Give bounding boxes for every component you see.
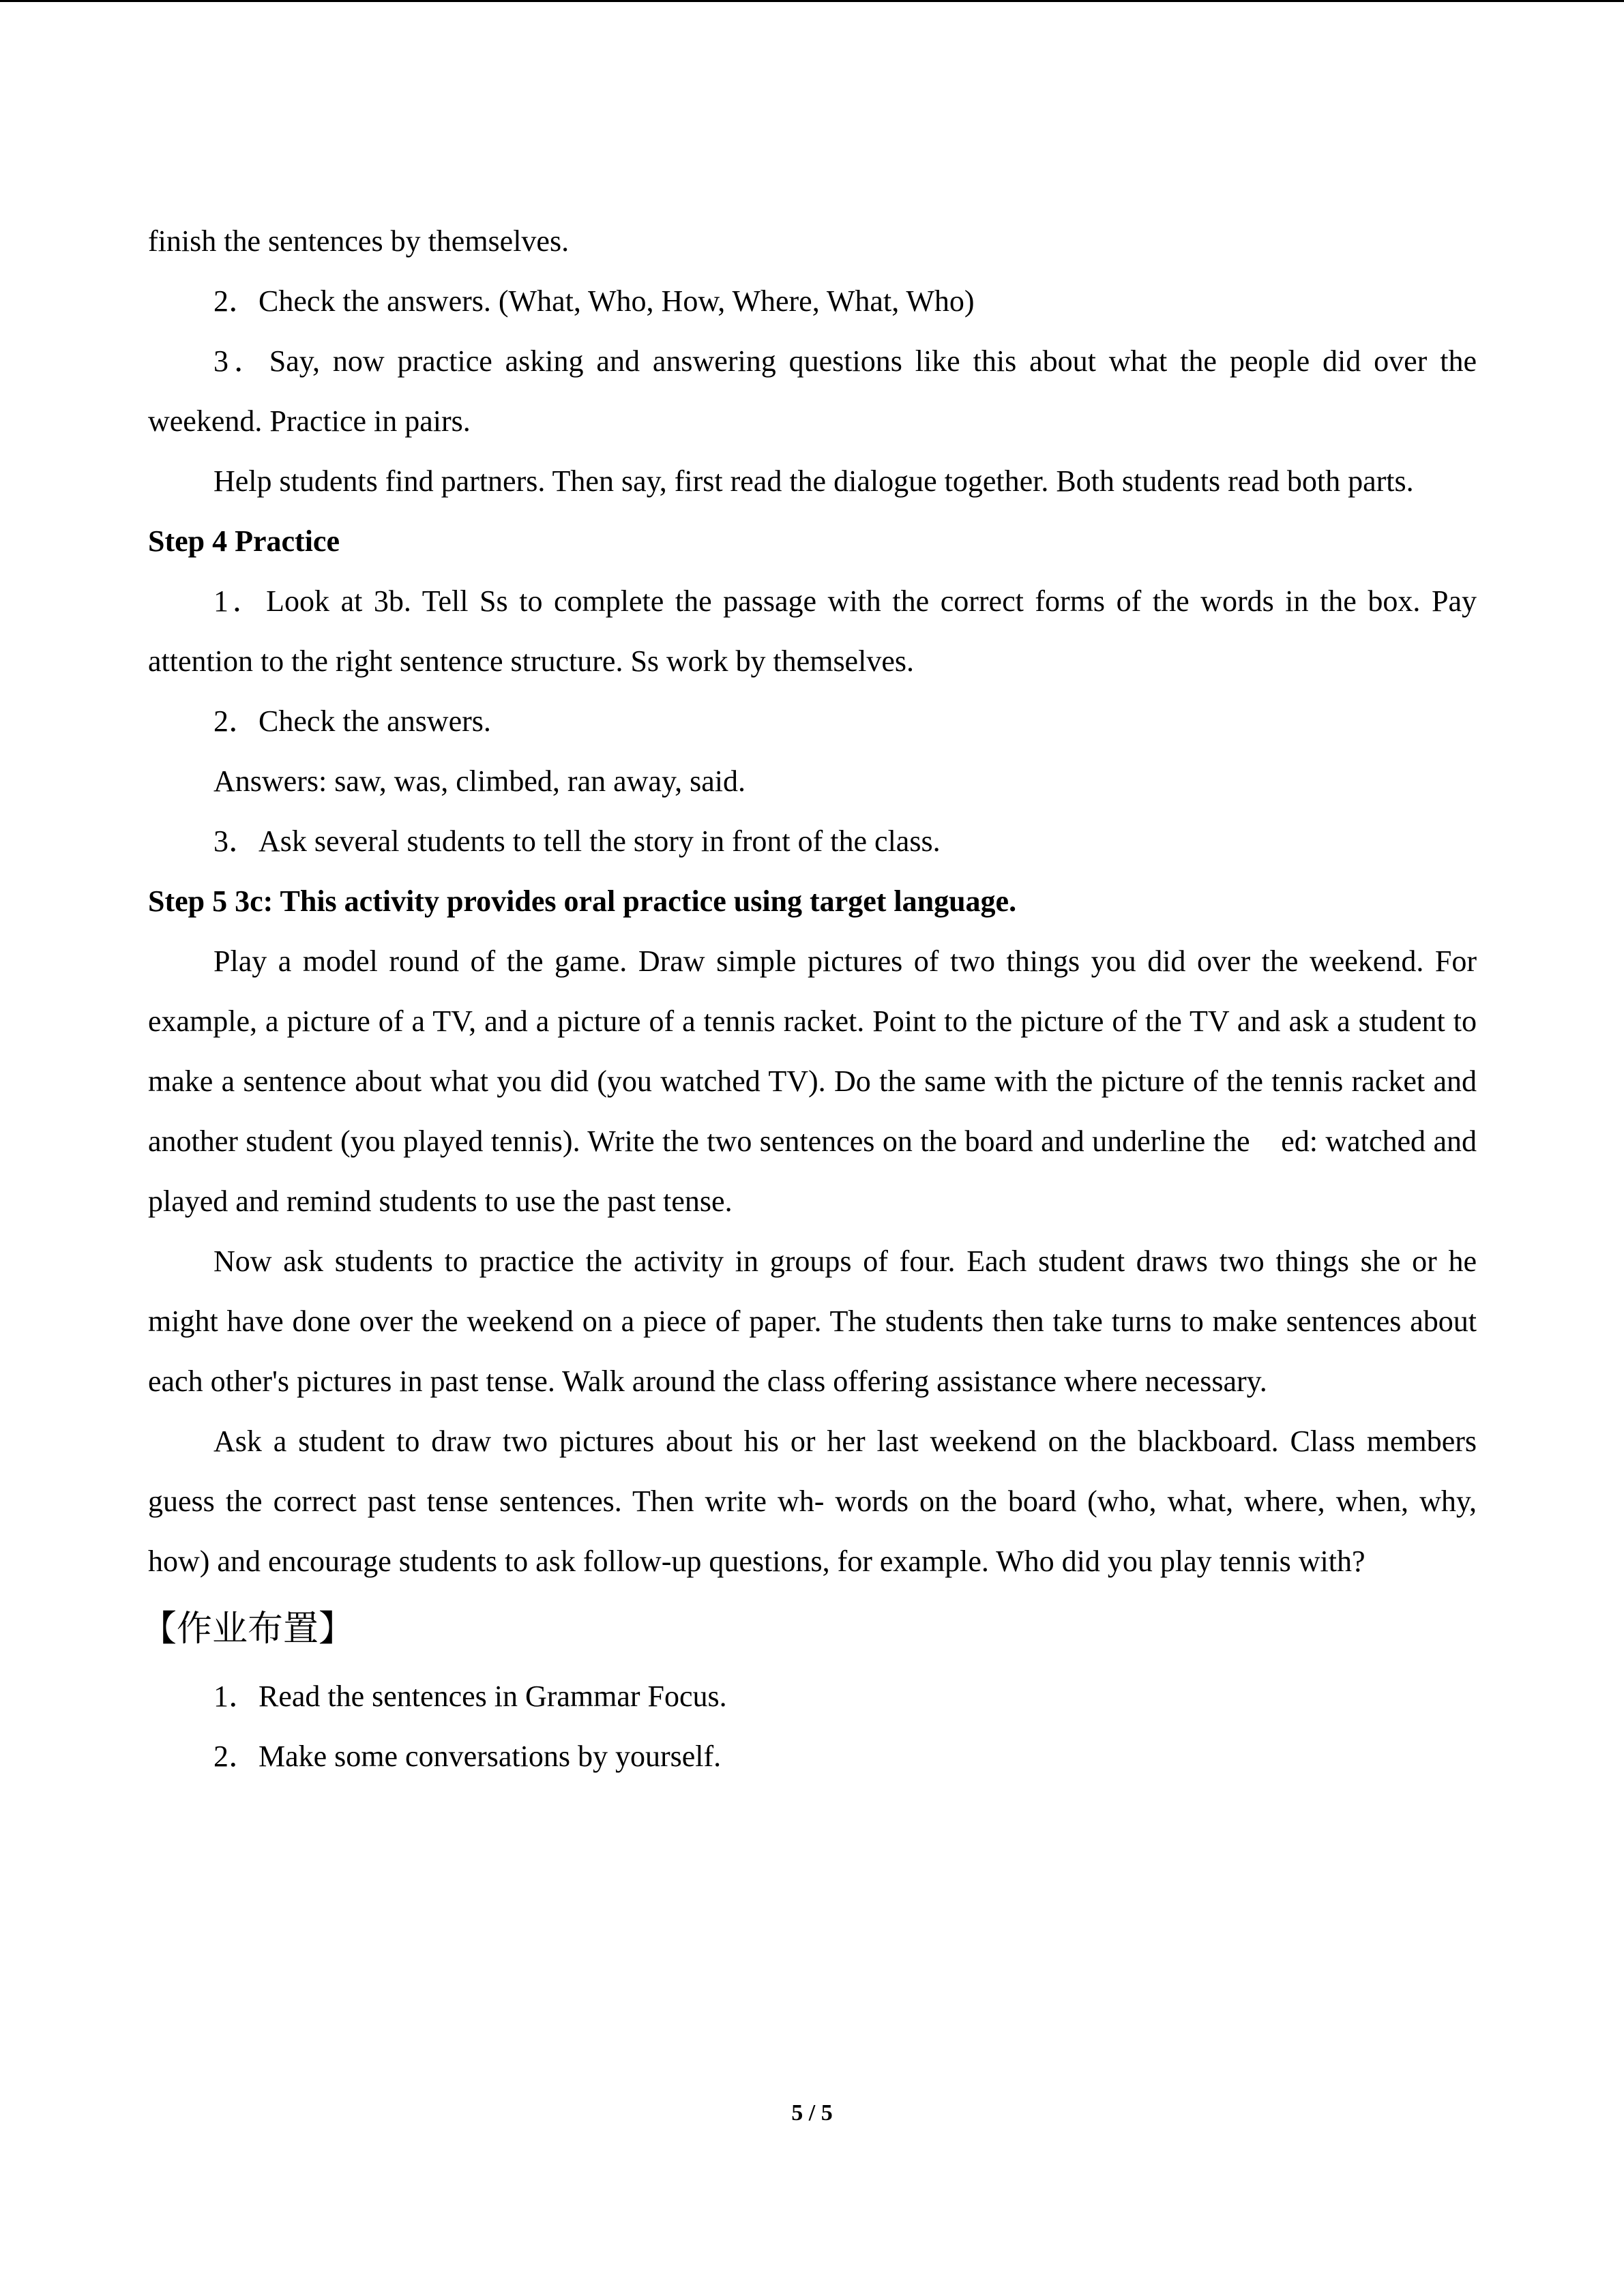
paragraph-continuation: finish the sentences by themselves.: [148, 224, 570, 258]
step3-item-3: 3．Say, now practice asking and answering questions like this about what the people did over the weekend. Practice in pairs.: [148, 344, 1477, 438]
homework-item-1: 1．Read the sentences in Grammar Focus.: [213, 1680, 727, 1713]
step4-item-3: 3．Ask several students to tell the story in front of the class.: [213, 824, 941, 858]
step4-item-1: 1．Look at 3b. Tell Ss to complete the passage with the correct forms of the words in the box. Pay attention to the right sentence structure. Ss work by themselves.: [148, 584, 1477, 678]
step4-heading: Step 4 Practice: [148, 524, 340, 558]
step4-item-2: 2．Check the answers.: [213, 704, 491, 738]
homework-heading: 【作业布置】: [141, 1609, 355, 1650]
homework-item-2: 2．Make some conversations by yourself.: [213, 1740, 722, 1773]
document-body: [141, 211, 1477, 1787]
step3-item-2: 2．Check the answers. (What, Who, How, Where, What, Who): [213, 284, 975, 318]
top-border-line: [0, 0, 1624, 2]
step3-pair-instructions: Help students find partners. Then say, first read the dialogue together. Both students read both parts.: [213, 464, 1414, 498]
step5-paragraph-groups: Now ask students to practice the activity in groups of four. Each student draws two things she or he might have done over the weekend on a piece of paper. The students then take turns to make sentences about each other's pictures in past tense. Walk around the class offering assistance where necessary.: [148, 1244, 1477, 1398]
step5-paragraph-model-round: Play a model round of the game. Draw simple pictures of two things you did over the weekend. For example, a picture of a TV, and a picture of a tennis racket. Point to the picture of the TV and ask a student to make a sentence about what you did (you watched TV). Do the same with the picture of the tennis racket and another student (you played tennis). Write the two sentences on the board and underline the ed: watched and played and remind students to use the past tense.: [148, 944, 1477, 1218]
step5-paragraph-blackboard: Ask a student to draw two pictures about his or her last weekend on the blackboard. Class members guess the correct past tense sentences. Then write wh- words on the board (who, what, where, when, why, how) and encourage students to ask follow-up questions, for example. Who did you play tennis with?: [148, 1425, 1477, 1578]
step4-answers: Answers: saw, was, climbed, ran away, said.: [213, 764, 745, 798]
page-number: 5 / 5: [791, 2100, 833, 2126]
step5-heading: Step 5 3c: This activity provides oral practice using target language.: [148, 884, 1017, 918]
